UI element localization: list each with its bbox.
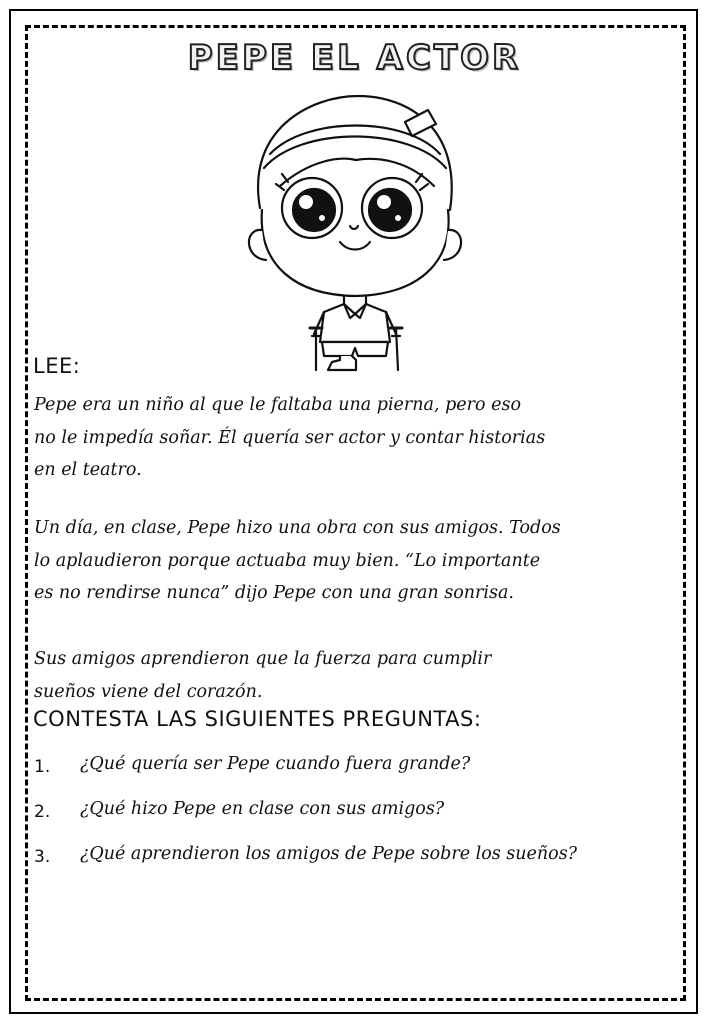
question-text: ¿Qué hizo Pepe en clase con sus amigos?: [80, 799, 445, 819]
question-number: 3.: [34, 847, 51, 867]
question-item: [34, 754, 674, 799]
reading-line: en el teatro.: [34, 460, 142, 480]
reading-line: Sus amigos aprendieron que la fuerza para cumplir: [34, 649, 492, 669]
question-text: ¿Qué quería ser Pepe cuando fuera grande?: [80, 754, 471, 774]
child-with-crutches-illustration: [240, 90, 470, 372]
question-item: [34, 844, 674, 889]
reading-paragraph: [34, 389, 674, 487]
question-item: [34, 799, 674, 844]
reading-paragraph: [34, 512, 674, 610]
questions-list: [34, 754, 674, 889]
question-text: ¿Qué aprendieron los amigos de Pepe sobre los sueños?: [80, 844, 578, 864]
question-number: 1.: [34, 757, 51, 777]
reading-line: Pepe era un niño al que le faltaba una pierna, pero eso: [34, 395, 521, 415]
question-number: 2.: [34, 802, 51, 822]
questions-label: CONTESTA LAS SIGUIENTES PREGUNTAS:: [33, 707, 482, 731]
reading-line: es no rendirse nunca” dijo Pepe con una gran sonrisa.: [34, 583, 514, 603]
reading-line: no le impedía soñar. Él quería ser actor y contar historias: [34, 427, 546, 448]
reading-line: Un día, en clase, Pepe hizo una obra con sus amigos. Todos: [34, 518, 561, 538]
reading-line: lo aplaudieron porque actuaba muy bien. “Lo importante: [34, 550, 541, 571]
reading-label: LEE:: [33, 354, 81, 378]
reading-paragraph: [34, 643, 674, 708]
page-title: PEPE EL ACTOR: [187, 38, 522, 78]
reading-line: sueños viene del corazón.: [34, 681, 263, 702]
